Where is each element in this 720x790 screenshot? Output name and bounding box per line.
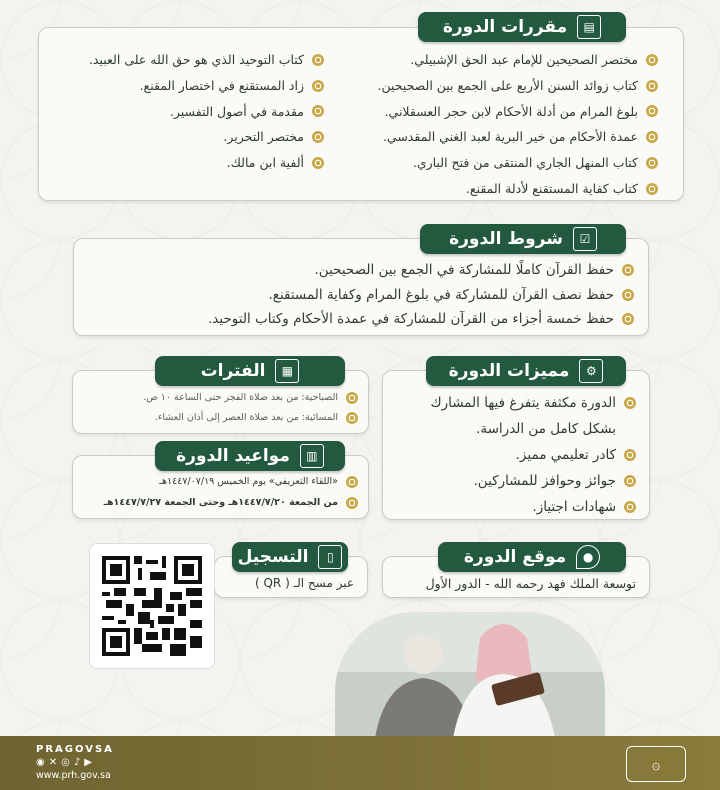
bullet-icon <box>312 80 324 92</box>
bullet-icon <box>646 54 658 66</box>
list-item: بلوغ المرام من أدلة الأحكام لابن حجر العسقلاني. <box>358 99 658 125</box>
gear-icon: ⚙ <box>579 359 603 383</box>
dates-list <box>73 471 358 513</box>
courses-right-list <box>358 47 658 202</box>
location-pin-icon: ● <box>576 545 600 569</box>
bullet-icon <box>346 412 358 424</box>
tiktok-icon[interactable]: ♪ <box>73 757 81 768</box>
list-item: جوائز وحوافز للمشاركين. <box>396 468 636 494</box>
registration-text: عبر مسح الـ ( QR ) <box>254 576 354 590</box>
footer-handle: PRAGOVSA <box>36 744 114 755</box>
students-photo <box>335 612 605 738</box>
footer-bar <box>0 736 720 790</box>
features-header <box>426 356 626 386</box>
list-item: حفظ نصف القرآن للمشاركة في بلوغ المرام وكفاية المستقنع. <box>74 283 634 308</box>
bullet-icon <box>624 475 636 487</box>
list-item: من الجمعة ١٤٤٧/٧/٢٠هـ وحتى الجمعة ١٤٤٧/٧/٢٧هـ <box>73 492 358 513</box>
courses-title: مقررات الدورة <box>442 17 568 37</box>
bullet-icon <box>624 449 636 461</box>
conditions-header <box>420 224 626 254</box>
courses-left-list <box>54 47 324 176</box>
bullet-icon <box>624 397 636 409</box>
list-item: المسائية: من بعد صلاة العصر إلى أذان العشاء. <box>78 408 358 428</box>
bullet-icon <box>622 313 634 325</box>
bullet-icon <box>346 497 358 509</box>
registration-header <box>232 542 348 572</box>
instagram-icon[interactable]: ◎ <box>61 757 70 768</box>
list-item: زاد المستقنع في اختصار المقنع. <box>54 73 324 99</box>
bullet-icon <box>312 131 324 143</box>
bullet-icon <box>622 289 634 301</box>
location-text: توسعة الملك فهد رحمه الله - الدور الأول <box>425 576 636 591</box>
bullet-icon <box>312 54 324 66</box>
x-icon[interactable]: ✕ <box>48 757 58 768</box>
list-item: حفظ خمسة أجزاء من القرآن للمشاركة في عمدة الأحكام وكتاب التوحيد. <box>74 307 634 332</box>
youtube-icon[interactable]: ▶ <box>84 757 92 768</box>
list-item: الصباحية: من بعد صلاة الفجر حتى الساعة ١٠ ص. <box>78 388 358 408</box>
bullet-icon <box>622 264 634 276</box>
organization-logo: ۞ <box>626 746 686 782</box>
schedule-icon: ▦ <box>275 359 299 383</box>
list-item: الدورة مكثفة يتفرغ فيها المشارك بشكل كامل من الدراسة. <box>396 390 636 442</box>
bullet-icon <box>346 476 358 488</box>
bullet-icon <box>646 157 658 169</box>
features-list <box>396 390 636 520</box>
list-item: كتاب المنهل الجاري المنتقى من فتح الباري. <box>358 150 658 176</box>
list-item: عمدة الأحكام من خير البرية لعبد الغني المقدسي. <box>358 124 658 150</box>
list-item: حفظ القرآن كاملًا للمشاركة في الجمع بين الصحيحين. <box>74 258 634 283</box>
list-item: مختصر الصحيحين للإمام عبد الحق الإشبيلي. <box>358 47 658 73</box>
bullet-icon <box>646 183 658 195</box>
bullet-icon <box>646 80 658 92</box>
conditions-list <box>74 258 634 332</box>
phone-icon: ▯ <box>318 545 342 569</box>
list-item: مختصر التحرير. <box>54 124 324 150</box>
periods-list <box>78 388 358 428</box>
courses-header <box>418 12 626 42</box>
qr-code[interactable] <box>89 543 215 669</box>
list-item: كتاب التوحيد الذي هو حق الله على العبيد. <box>54 47 324 73</box>
periods-header <box>155 356 345 386</box>
list-item: كتاب زوائد السنن الأربع على الجمع بين الصحيحين. <box>358 73 658 99</box>
books-icon: ▤ <box>577 15 601 39</box>
bullet-icon <box>646 131 658 143</box>
social-icons <box>36 757 92 768</box>
location-title: موقع الدورة <box>463 547 567 567</box>
periods-title: الفترات <box>200 361 266 381</box>
bullet-icon <box>646 105 658 117</box>
registration-title: التسجيل <box>237 547 309 567</box>
dates-header <box>155 441 345 471</box>
calendar-icon: ▥ <box>300 444 324 468</box>
bullet-icon <box>346 392 358 404</box>
bullet-icon <box>624 501 636 513</box>
list-item: ألفية ابن مالك. <box>54 150 324 176</box>
list-item: شهادات اجتياز. <box>396 494 636 520</box>
list-item: كادر تعليمي مميز. <box>396 442 636 468</box>
qr-code-image <box>102 556 202 656</box>
checklist-icon: ☑ <box>573 227 597 251</box>
list-item: كتاب كفاية المستقنع لأدلة المقنع. <box>358 176 658 202</box>
location-header <box>438 542 626 572</box>
conditions-title: شروط الدورة <box>449 229 563 249</box>
snapchat-icon[interactable]: ◉ <box>36 757 45 768</box>
list-item: «اللقاء التعريفي» يوم الخميس ١٤٤٧/٠٧/١٩هـ <box>73 471 358 492</box>
list-item: مقدمة في أصول التفسير. <box>54 99 324 125</box>
footer-url[interactable]: www.prh.gov.sa <box>36 770 111 781</box>
bullet-icon <box>312 157 324 169</box>
dates-title: مواعيد الدورة <box>176 446 290 466</box>
features-title: مميزات الدورة <box>448 361 570 381</box>
bullet-icon <box>312 105 324 117</box>
